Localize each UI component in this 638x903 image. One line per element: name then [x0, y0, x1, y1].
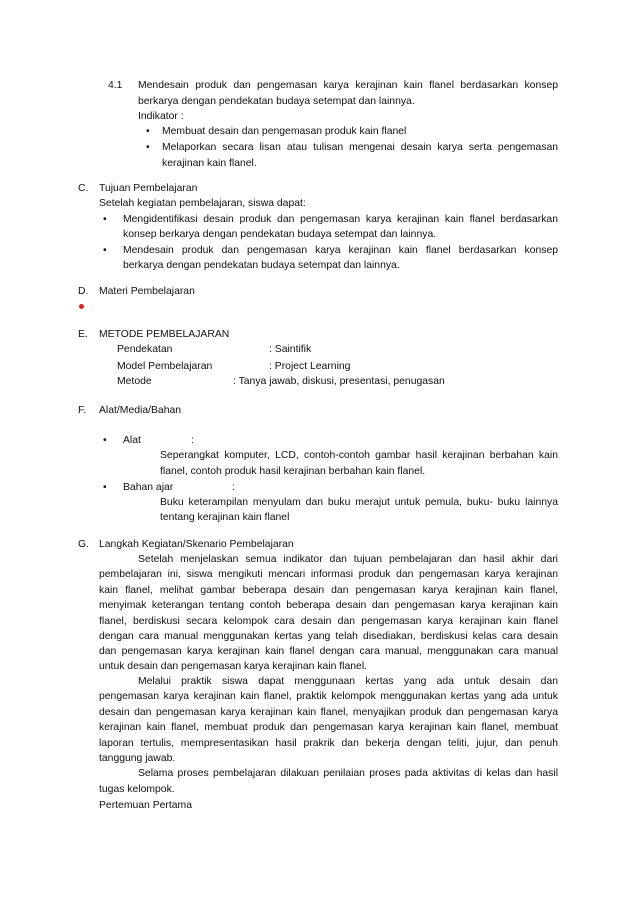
- bullet-icon: •: [103, 435, 107, 446]
- bullet-icon: •: [103, 214, 107, 225]
- paragraph-line: kerajinan kain flanel, membuat produk dan pengemasan karya kerajinan kain flanel, membuat: [99, 722, 558, 733]
- metode-label: Metode: [117, 376, 152, 387]
- section-title-tujuan: Tujuan Pembelajaran: [99, 183, 198, 194]
- paragraph-line: dengan cara manual menggunakan kertas yang telah disediakan, berdiskusi kelas cara desain: [99, 631, 558, 642]
- model-label: Model Pembelajaran: [117, 361, 213, 372]
- paragraph-line: dan pengemasan karya kerajinan kain flanel dengan cara manual, menggunakan cara manual: [99, 646, 558, 657]
- indikator-2-line2: kerajinan kain flanel.: [162, 158, 257, 169]
- paragraph-line: pengemasan karya kerajinan kain flanel, praktik kelompok menggunakan kertas yang ada untuk: [99, 691, 558, 702]
- section-number-4-1: 4.1: [108, 80, 123, 91]
- bullet-icon: •: [103, 245, 107, 256]
- section-title-alat: Alat/Media/Bahan: [99, 405, 182, 416]
- section-title-metode: METODE PEMBELAJARAN: [99, 329, 230, 340]
- paragraph-line: laporan tertulis, mempresentasikan hasil prakrik dan bekerja dengan teliti, jujur, dan penuh: [99, 738, 558, 749]
- tujuan-2-line1: Mendesain produk dan pengemasan karya kerajinan kain flanel berdasarkan konsep: [123, 245, 558, 256]
- bahan-label: Bahan ajar: [123, 482, 174, 493]
- metode-value: : Tanya jawab, diskusi, presentasi, penugasan: [233, 376, 445, 387]
- section-letter-e: E.: [78, 329, 88, 340]
- bullet-icon: •: [146, 142, 150, 153]
- sec41-line2: berkarya dengan pendekatan budaya setempat dan lainnya.: [138, 96, 415, 107]
- bahan-colon: :: [232, 482, 235, 493]
- pertemuan-heading: Pertemuan Pertama: [99, 800, 192, 811]
- tujuan-1-line1: Mengidentifikasi desain produk dan pengemasan karya kerajinan kain flanel berdasarkan: [123, 214, 558, 225]
- model-value: : Project Learning: [269, 361, 351, 372]
- paragraph-line: kain flanel, melihat gambar beberapa desain dan pengemasan karya kerajinan kain flanel,: [99, 585, 558, 596]
- pendekatan-value: : Saintifik: [269, 344, 312, 355]
- alat-colon: :: [191, 435, 194, 446]
- bahan-line2: tentang kerajinan kain flanel: [160, 512, 290, 523]
- paragraph-line: menyimak keterangan tentang contoh beberapa desain dan pengemasan karya kerajinan kain: [99, 600, 558, 611]
- bullet-icon: •: [146, 126, 150, 137]
- paragraph-line: tanggung jawab.: [99, 753, 176, 764]
- bahan-line1: Buku keterampilan menyulam dan buku merajut untuk pemula, buku- buku lainnya: [160, 497, 558, 508]
- section-title-langkah: Langkah Kegiatan/Skenario Pembelajaran: [99, 539, 294, 550]
- alat-label: Alat: [123, 435, 141, 446]
- red-bullet-icon: [79, 304, 84, 309]
- paragraph-line: desain dan pengemasan karya kerajinan kain flanel, menyajikan produk dan pengemasan karya: [99, 707, 558, 718]
- indikator-label: Indikator :: [138, 111, 184, 122]
- alat-line2: flanel, contoh produk hasil kerajinan berbahan kain flanel.: [160, 466, 426, 477]
- paragraph-line: pembelajaran ini, siswa mengikuti mencari informasi produk dan pengemasan karya kerajinan: [99, 569, 558, 580]
- pendekatan-label: Pendekatan: [117, 344, 173, 355]
- sec41-line1: Mendesain produk dan pengemasan karya kerajinan kain flanel berdasarkan konsep: [138, 80, 558, 91]
- bullet-icon: •: [103, 482, 107, 493]
- tujuan-2-line2: berkarya dengan pendekatan budaya setempat dan lainnya.: [123, 260, 400, 271]
- section-letter-c: C.: [78, 183, 89, 194]
- alat-line1: Seperangkat komputer, LCD, contoh-contoh gambar hasil kerajinan berbahan kain: [160, 450, 558, 461]
- paragraph-line: Selama proses pembelajaran dilakuan penilaian proses pada aktivitas di kelas dan hasil: [138, 768, 558, 779]
- paragraph-line: untuk desain dan pengemasan karya kerajinan kain flanel.: [99, 661, 368, 672]
- indikator-2-line1: Melaporkan secara lisan atau tulisan mengenai desain karya serta pengemasan: [162, 142, 558, 153]
- indikator-1: Membuat desain dan pengemasan produk kain flanel: [162, 126, 407, 137]
- paragraph-line: tugas kelompok.: [99, 784, 175, 795]
- section-title-materi: Materi Pembelajaran: [99, 286, 195, 297]
- section-letter-f: F.: [78, 405, 87, 416]
- paragraph-line: Setelah menjelaskan semua indikator dan tujuan pembelajaran dan hasil akhir dari: [138, 554, 558, 565]
- paragraph-line: flanel, berdiskusi secara kelompok cara desain dan pengemasan karya kerajinan kain flanel: [99, 616, 558, 627]
- tujuan-intro: Setelah kegiatan pembelajaran, siswa dapat:: [99, 198, 306, 209]
- section-letter-g: G.: [78, 539, 89, 550]
- section-letter-d: D.: [78, 286, 89, 297]
- paragraph-line: Melalui praktik siswa dapat menggunaan kertas yang ada untuk desain dan: [138, 676, 558, 687]
- tujuan-1-line2: konsep berkarya dengan pendekatan budaya setempat dan lainnya.: [123, 229, 437, 240]
